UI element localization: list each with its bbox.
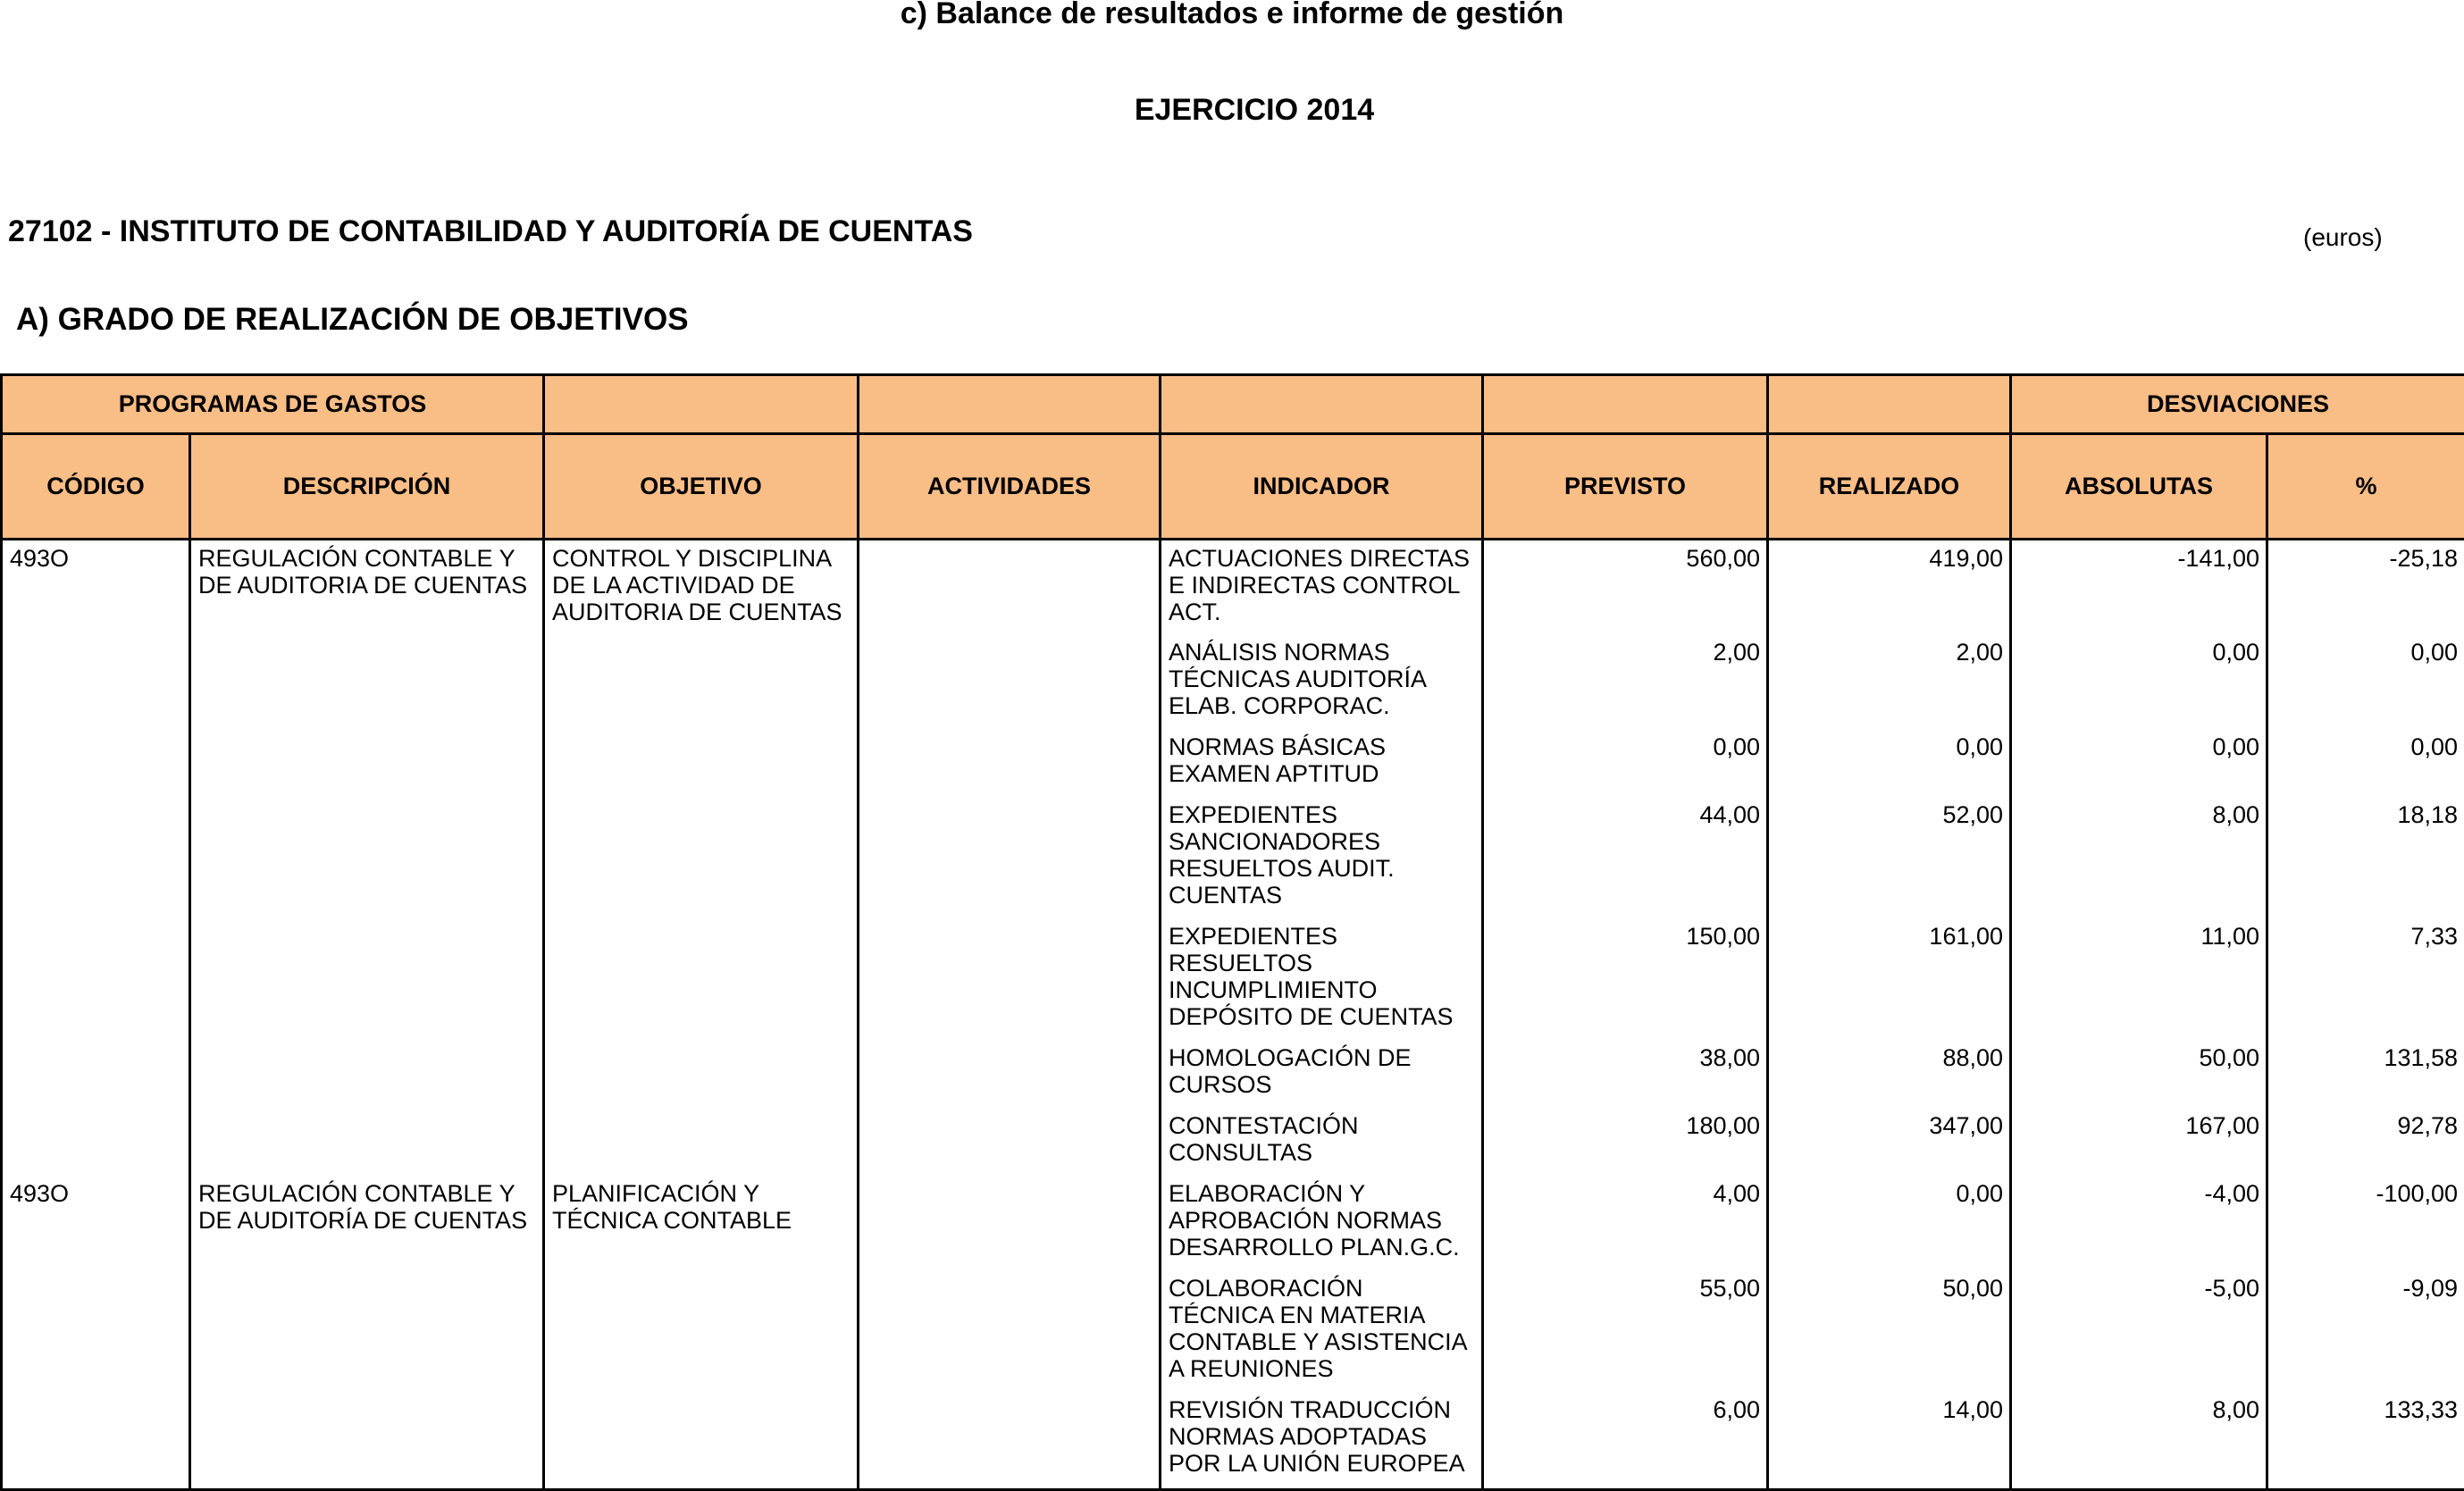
- cell-objetivo: [544, 1108, 859, 1176]
- cell-codigo: [2, 1392, 190, 1490]
- cell-actividades: [859, 540, 1161, 634]
- cell-absolutas: 167,00: [2011, 1108, 2267, 1176]
- cell-porcentaje: 18,18: [2267, 797, 2464, 918]
- cell-codigo: [2, 1108, 190, 1176]
- cell-absolutas: -4,00: [2011, 1176, 2267, 1270]
- cell-indicador: REVISIÓN TRADUCCIÓN NORMAS ADOPTADAS POR LA UNIÓN EUROPEA: [1161, 1392, 1483, 1490]
- cell-realizado: 2,00: [1768, 634, 2011, 729]
- cell-previsto: 2,00: [1483, 634, 1768, 729]
- cell-indicador: EXPEDIENTES SANCIONADORES RESUELTOS AUDIT. CUENTAS: [1161, 797, 1483, 918]
- cell-actividades: [859, 1040, 1161, 1108]
- column-header-descripcion: DESCRIPCIÓN: [190, 434, 544, 540]
- cell-indicador: ANÁLISIS NORMAS TÉCNICAS AUDITORÍA ELAB. CORPORAC.: [1161, 634, 1483, 729]
- cell-indicador: EXPEDIENTES RESUELTOS INCUMPLIMIENTO DEPÓSITO DE CUENTAS: [1161, 918, 1483, 1040]
- cell-absolutas: 0,00: [2011, 729, 2267, 797]
- cell-codigo: 493O: [2, 540, 190, 634]
- cell-indicador: COLABORACIÓN TÉCNICA EN MATERIA CONTABLE Y ASISTENCIA A REUNIONES: [1161, 1270, 1483, 1392]
- group-header-empty: [1161, 375, 1483, 434]
- cell-absolutas: 50,00: [2011, 1040, 2267, 1108]
- cell-actividades: [859, 634, 1161, 729]
- cell-realizado: 14,00: [1768, 1392, 2011, 1490]
- cell-actividades: [859, 1108, 1161, 1176]
- cell-porcentaje: 0,00: [2267, 634, 2464, 729]
- column-header-porcentaje: %: [2267, 434, 2464, 540]
- cell-realizado: 0,00: [1768, 729, 2011, 797]
- section-title: A) GRADO DE REALIZACIÓN DE OBJETIVOS: [16, 303, 689, 337]
- cell-indicador: CONTESTACIÓN CONSULTAS: [1161, 1108, 1483, 1176]
- table-row: [2, 729, 2464, 797]
- group-header-programas: PROGRAMAS DE GASTOS: [2, 375, 544, 434]
- cell-codigo: [2, 797, 190, 918]
- column-header-previsto: PREVISTO: [1483, 434, 1768, 540]
- group-header-desviaciones: DESVIACIONES: [2011, 375, 2464, 434]
- column-header-realizado: REALIZADO: [1768, 434, 2011, 540]
- cell-absolutas: 8,00: [2011, 797, 2267, 918]
- cell-descripcion: [190, 1108, 544, 1176]
- cell-porcentaje: 0,00: [2267, 729, 2464, 797]
- cell-previsto: 44,00: [1483, 797, 1768, 918]
- cell-codigo: 493O: [2, 1176, 190, 1270]
- cell-previsto: 0,00: [1483, 729, 1768, 797]
- table-row: [2, 1108, 2464, 1176]
- cell-absolutas: 11,00: [2011, 918, 2267, 1040]
- cell-porcentaje: 133,33: [2267, 1392, 2464, 1490]
- cell-descripcion: [190, 918, 544, 1040]
- cell-objetivo: PLANIFICACIÓN Y TÉCNICA CONTABLE: [544, 1176, 859, 1270]
- cell-realizado: 52,00: [1768, 797, 2011, 918]
- cell-previsto: 560,00: [1483, 540, 1768, 634]
- cell-objetivo: [544, 1392, 859, 1490]
- table-row: [2, 1270, 2464, 1392]
- cell-indicador: NORMAS BÁSICAS EXAMEN APTITUD: [1161, 729, 1483, 797]
- table-row: [2, 797, 2464, 918]
- cell-actividades: [859, 1270, 1161, 1392]
- cell-indicador: HOMOLOGACIÓN DE CURSOS: [1161, 1040, 1483, 1108]
- table-row: [2, 540, 2464, 634]
- cell-porcentaje: -100,00: [2267, 1176, 2464, 1270]
- cell-descripcion: [190, 634, 544, 729]
- cell-absolutas: 8,00: [2011, 1392, 2267, 1490]
- column-header-indicador: INDICADOR: [1161, 434, 1483, 540]
- cell-actividades: [859, 1392, 1161, 1490]
- table-row: [2, 1392, 2464, 1490]
- cell-previsto: 150,00: [1483, 918, 1768, 1040]
- cell-objetivo: [544, 918, 859, 1040]
- table-row: [2, 1176, 2464, 1270]
- cell-descripcion: [190, 1392, 544, 1490]
- cell-objetivo: [544, 1040, 859, 1108]
- cell-actividades: [859, 797, 1161, 918]
- cell-realizado: 88,00: [1768, 1040, 2011, 1108]
- cell-porcentaje: 131,58: [2267, 1040, 2464, 1108]
- cell-realizado: 50,00: [1768, 1270, 2011, 1392]
- group-header-empty: [1768, 375, 2011, 434]
- table-row: [2, 1040, 2464, 1108]
- column-header-objetivo: OBJETIVO: [544, 434, 859, 540]
- column-header-actividades: ACTIVIDADES: [859, 434, 1161, 540]
- group-header-empty: [859, 375, 1161, 434]
- cell-realizado: 419,00: [1768, 540, 2011, 634]
- cell-objetivo: [544, 729, 859, 797]
- cell-descripcion: REGULACIÓN CONTABLE Y DE AUDITORIA DE CUENTAS: [190, 540, 544, 634]
- cell-actividades: [859, 1176, 1161, 1270]
- column-header-absolutas: ABSOLUTAS: [2011, 434, 2267, 540]
- cell-absolutas: 0,00: [2011, 634, 2267, 729]
- cell-codigo: [2, 1270, 190, 1392]
- cell-descripcion: [190, 729, 544, 797]
- cell-realizado: 0,00: [1768, 1176, 2011, 1270]
- table-row: [2, 634, 2464, 729]
- cell-objetivo: [544, 1270, 859, 1392]
- cell-descripcion: [190, 1270, 544, 1392]
- cell-codigo: [2, 918, 190, 1040]
- document-title: c) Balance de resultados e informe de gestión: [0, 0, 2464, 29]
- cell-absolutas: -141,00: [2011, 540, 2267, 634]
- cell-codigo: [2, 634, 190, 729]
- column-header-codigo: CÓDIGO: [2, 434, 190, 540]
- cell-indicador: ELABORACIÓN Y APROBACIÓN NORMAS DESARROLLO PLAN.G.C.: [1161, 1176, 1483, 1270]
- cell-objetivo: CONTROL Y DISCIPLINA DE LA ACTIVIDAD DE AUDITORIA DE CUENTAS: [544, 540, 859, 634]
- cell-objetivo: [544, 634, 859, 729]
- group-header-empty: [544, 375, 859, 434]
- cell-codigo: [2, 1040, 190, 1108]
- cell-previsto: 55,00: [1483, 1270, 1768, 1392]
- cell-codigo: [2, 729, 190, 797]
- group-header-empty: [1483, 375, 1768, 434]
- cell-porcentaje: 92,78: [2267, 1108, 2464, 1176]
- cell-indicador: ACTUACIONES DIRECTAS E INDIRECTAS CONTROL ACT.: [1161, 540, 1483, 634]
- group-header-row: [2, 375, 2464, 434]
- cell-descripcion: REGULACIÓN CONTABLE Y DE AUDITORÍA DE CUENTAS: [190, 1176, 544, 1270]
- exercise-year: EJERCICIO 2014: [0, 95, 2464, 125]
- cell-realizado: 161,00: [1768, 918, 2011, 1040]
- cell-previsto: 180,00: [1483, 1108, 1768, 1176]
- table-row: [2, 918, 2464, 1040]
- cell-previsto: 6,00: [1483, 1392, 1768, 1490]
- cell-actividades: [859, 729, 1161, 797]
- cell-porcentaje: 7,33: [2267, 918, 2464, 1040]
- entity-name: 27102 - INSTITUTO DE CONTABILIDAD Y AUDITORÍA DE CUENTAS: [8, 215, 973, 247]
- cell-absolutas: -5,00: [2011, 1270, 2267, 1392]
- cell-actividades: [859, 918, 1161, 1040]
- units-label: (euros): [2303, 223, 2383, 252]
- cell-porcentaje: -25,18: [2267, 540, 2464, 634]
- cell-porcentaje: -9,09: [2267, 1270, 2464, 1392]
- cell-realizado: 347,00: [1768, 1108, 2011, 1176]
- column-header-row: [2, 434, 2464, 540]
- cell-descripcion: [190, 797, 544, 918]
- objectives-table: [0, 373, 2464, 1491]
- cell-previsto: 4,00: [1483, 1176, 1768, 1270]
- cell-objetivo: [544, 797, 859, 918]
- cell-previsto: 38,00: [1483, 1040, 1768, 1108]
- cell-descripcion: [190, 1040, 544, 1108]
